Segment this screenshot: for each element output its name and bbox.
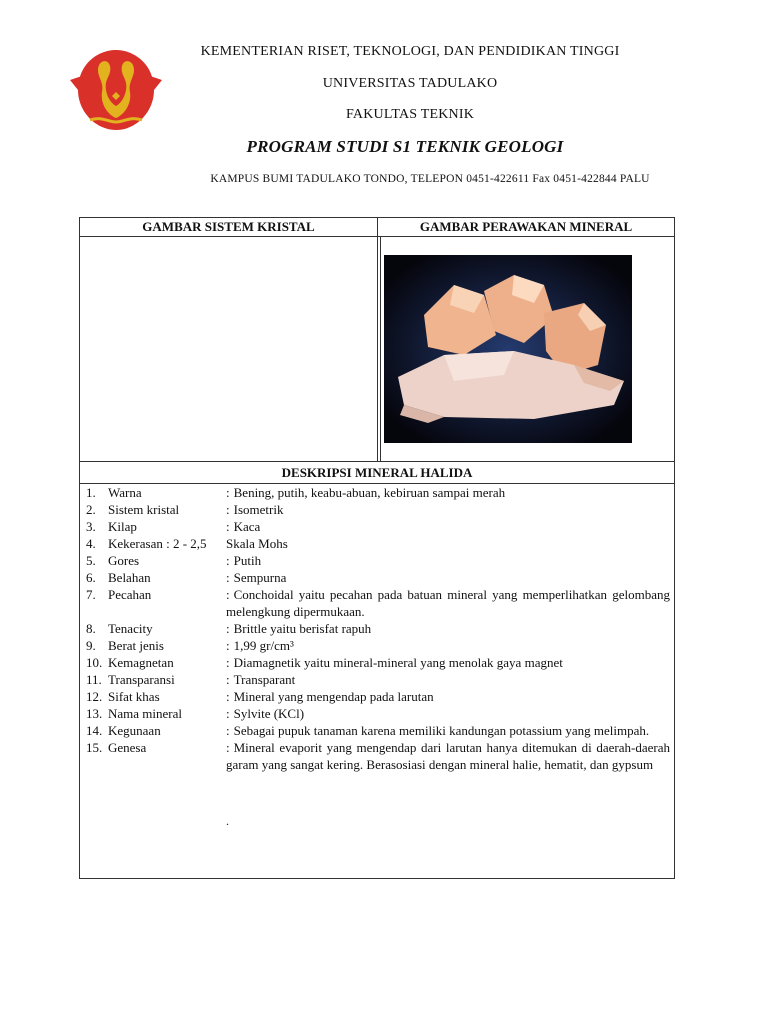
mineral-habit-header: GAMBAR PERAWAKAN MINERAL: [419, 219, 633, 234]
list-item: 8. Tenacity : Brittle yaitu berisfat rapuh: [86, 621, 372, 636]
address-line: KAMPUS BUMI TADULAKO TONDO, TELEPON 0451-422611 Fax 0451-422844 PALU: [210, 173, 650, 185]
list-item: 5. Gores : Putih: [86, 553, 262, 568]
mineral-table: [79, 217, 675, 879]
list-item: 7. Pecahan : Conchoidal yaitu pecahan pada batuan mineral yang memperlihatkan gelombang melengkung dipermukaan.: [86, 587, 670, 619]
description-title: DESKRIPSI MINERAL HALIDA: [281, 465, 473, 480]
ministry-title: KEMENTERIAN RISET, TEKNOLOGI, DAN PENDIDIKAN TINGGI: [200, 44, 620, 59]
column-divider: [377, 218, 378, 462]
list-item: 1. Warna : Bening, putih, keabu-abuan, kebiruan sampai merah: [86, 485, 506, 500]
crystal-system-header: GAMBAR SISTEM KRISTAL: [142, 219, 315, 234]
list-item: 4. Kekerasan : 2 - 2,5 Skala Mohs: [86, 536, 288, 551]
description-list: [86, 484, 670, 773]
list-item: 14. Kegunaan : Sebagai pupuk tanaman karena memiliki kandungan potassium yang melimpah.: [86, 723, 650, 738]
list-item: 10. Kemagnetan : Diamagnetik yaitu mineral-mineral yang menolak gaya magnet: [86, 655, 563, 670]
program-title: PROGRAM STUDI S1 TEKNIK GEOLOGI: [246, 137, 564, 156]
list-item: 13. Nama mineral : Sylvite (KCl): [86, 706, 305, 721]
faculty-title: FAKULTAS TEKNIK: [345, 107, 474, 122]
trailing-mark: .: [226, 814, 229, 828]
university-title: UNIVERSITAS TADULAKO: [322, 76, 498, 91]
list-item: 2. Sistem kristal : Isometrik: [86, 502, 284, 517]
list-item: 6. Belahan : Sempurna: [86, 570, 287, 585]
list-item: 3. Kilap : Kaca: [86, 519, 261, 534]
list-item: 15. Genesa : Mineral evaporit yang mengendap dari larutan hanya ditemukan di daerah-daerah garam yang sangat kering. Berasosiasi dengan mineral halie, hematit, dan gypsum: [86, 740, 670, 772]
list-item: 12. Sifat khas : Mineral yang mengendap pada larutan: [86, 689, 434, 704]
list-item: 11. Transparansi : Transparant: [86, 672, 296, 687]
list-item: 9. Berat jenis : 1,99 gr/cm³: [86, 638, 294, 653]
column-divider: [380, 236, 381, 462]
mineral-photo: [384, 255, 632, 443]
